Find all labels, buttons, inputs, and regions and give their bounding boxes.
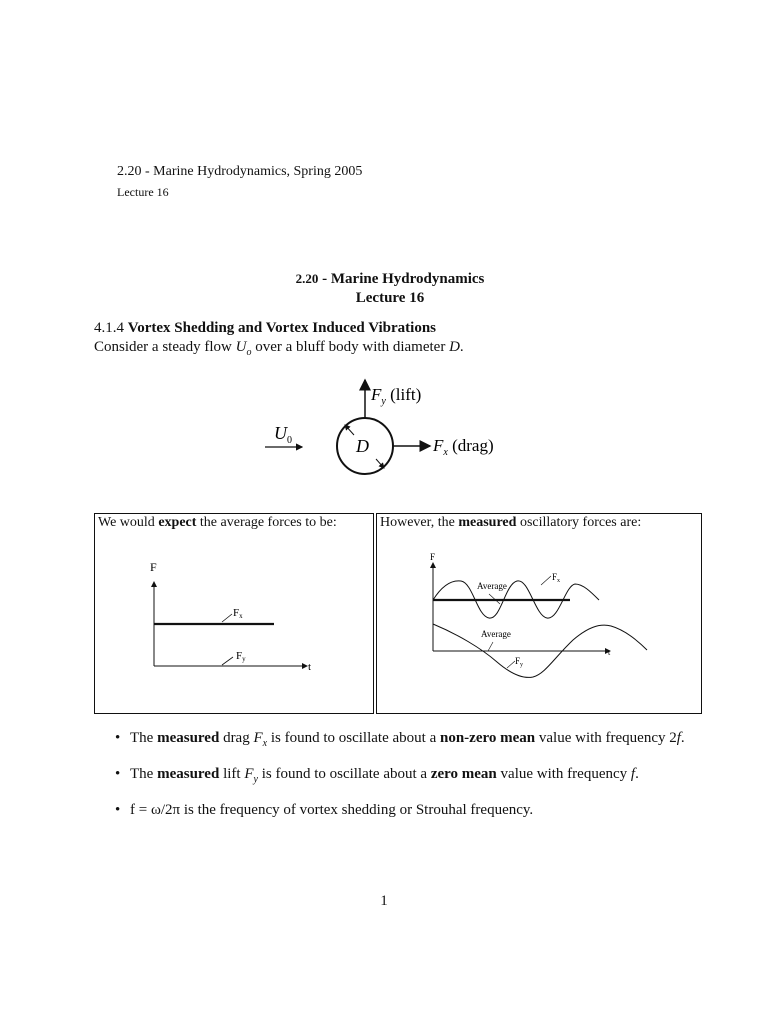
page-number: 1 — [380, 893, 388, 909]
bullet-dot: • — [115, 730, 121, 746]
measured-x-label: t — [608, 648, 611, 657]
expected-fx-label: Fx — [233, 607, 243, 620]
diameter-arrow-upper — [345, 425, 354, 435]
bullet-dot: • — [115, 802, 121, 818]
course-header: 2.20 - Marine Hydrodynamics, Spring 2005 — [117, 164, 363, 179]
expected-caption: We would expect the average forces to be: — [98, 515, 337, 530]
drag-label: $F_x$ (drag) — [433, 436, 494, 458]
course-number: 2.20 — [295, 271, 319, 286]
expected-fx-leader — [222, 614, 232, 622]
diameter-arrow-lower — [376, 459, 384, 468]
measured-fx-leader — [541, 576, 551, 585]
expected-fy-label: Fy — [236, 650, 246, 663]
course-name: - Marine Hydrodynamics — [318, 271, 485, 287]
bluff-body-diagram — [250, 372, 530, 484]
lecture-title: Lecture 16 — [355, 290, 425, 306]
lift-label: $F_y$ (lift) — [371, 385, 422, 407]
lecture-subheader: Lecture 16 — [117, 185, 169, 199]
measured-forces-plot — [377, 514, 701, 713]
measured-caption: However, the measured oscillatory forces are: — [380, 515, 642, 530]
flow-label: $U_0$ — [274, 423, 292, 446]
measured-fx-label: $F_x$ — [552, 572, 561, 584]
expected-fy-leader — [222, 657, 233, 665]
diameter-label: D — [356, 436, 369, 456]
expected-forces-box — [94, 513, 374, 714]
section-number: 4.1.4 — [94, 320, 124, 336]
measured-average-label-2: Average — [481, 629, 511, 639]
intro-paragraph: Consider a steady flow $U_o$ over a bluff body with diameter D. — [94, 339, 464, 358]
section-title: Vortex Shedding and Vortex Induced Vibrations — [127, 320, 437, 336]
measured-average-label-1: Average — [477, 581, 507, 591]
document-title — [0, 269, 768, 308]
expected-x-label: t — [308, 661, 312, 673]
measured-fy-label: $F_y$ — [515, 656, 524, 668]
measured-fy-leader — [507, 661, 515, 668]
bullet-list — [115, 729, 690, 832]
section-heading — [94, 320, 436, 337]
list-item: • The measured lift $F_y$ is found to oscillate about a zero mean value with frequency f. — [115, 766, 639, 785]
expected-forces-plot — [95, 514, 373, 713]
bullet-dot: • — [115, 766, 121, 782]
list-item: • f = ω/2π is the frequency of vortex shedding or Strouhal frequency. — [115, 802, 534, 818]
measured-forces-box — [376, 513, 702, 714]
list-item: • The measured drag $F_x$ is found to oscillate about a non-zero mean value with frequency 2f. — [115, 730, 685, 749]
expected-y-label: F — [150, 560, 157, 574]
measured-y-label: F — [430, 552, 436, 562]
avg2-leader — [488, 642, 493, 651]
